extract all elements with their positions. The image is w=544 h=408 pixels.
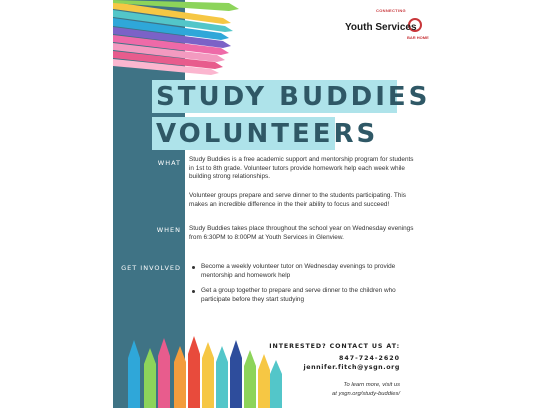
contact-heading: INTERESTED? CONTACT US AT: (269, 343, 400, 350)
logo-name: Youth Services (345, 22, 417, 33)
list-item-text: Get a group together to prepare and serve dinner to the children who participate before they start studying (201, 286, 396, 303)
when-paragraph: Study Buddies takes place throughout the school year on Wednesday evenings from 6:30PM to 8:00PM at Youth Services in Glenview. (189, 225, 414, 241)
contact-phone[interactable]: 847-724-2620 (338, 355, 400, 362)
crayons-illustration (120, 318, 285, 408)
bullet-icon (192, 290, 195, 293)
section-label-get-involved: GET INVOLVED (121, 264, 181, 272)
learn-more-link[interactable]: at ysgn.org/study-buddies/ (332, 391, 400, 397)
section-label-when: WHEN (156, 226, 181, 234)
title-line-2: VOLUNTEERS (152, 117, 335, 150)
list-item (189, 263, 424, 281)
what-paragraph-2: Volunteer groups prepare and serve dinner to the students participating. This makes an incredible difference in the their ability to focus and succeed! (189, 192, 406, 208)
what-paragraph-1: Study Buddies is a free academic support and mentorship program for students in 1st to 8th grade. Volunteer tutors provide homework help each week while building strong relationships. (189, 156, 414, 181)
youth-services-logo (345, 8, 437, 44)
contact-email[interactable]: jennifer.fitch@ysgn.org (303, 364, 400, 371)
logo-tagline-bottom: BAR HOME (407, 35, 429, 40)
bullet-icon (192, 266, 195, 269)
learn-more-line-1: To learn more, visit us (343, 382, 400, 388)
logo-tagline-top: CONNECTING (376, 8, 406, 13)
list-item (189, 287, 424, 305)
colored-pencils-illustration (113, 0, 243, 80)
list-item-text: Become a weekly volunteer tutor on Wednesday evenings to provide mentorship and homework help (201, 263, 396, 279)
title-line-1: STUDY BUDDIES (152, 80, 397, 113)
get-involved-list (189, 263, 424, 311)
section-label-what: WHAT (157, 159, 181, 167)
